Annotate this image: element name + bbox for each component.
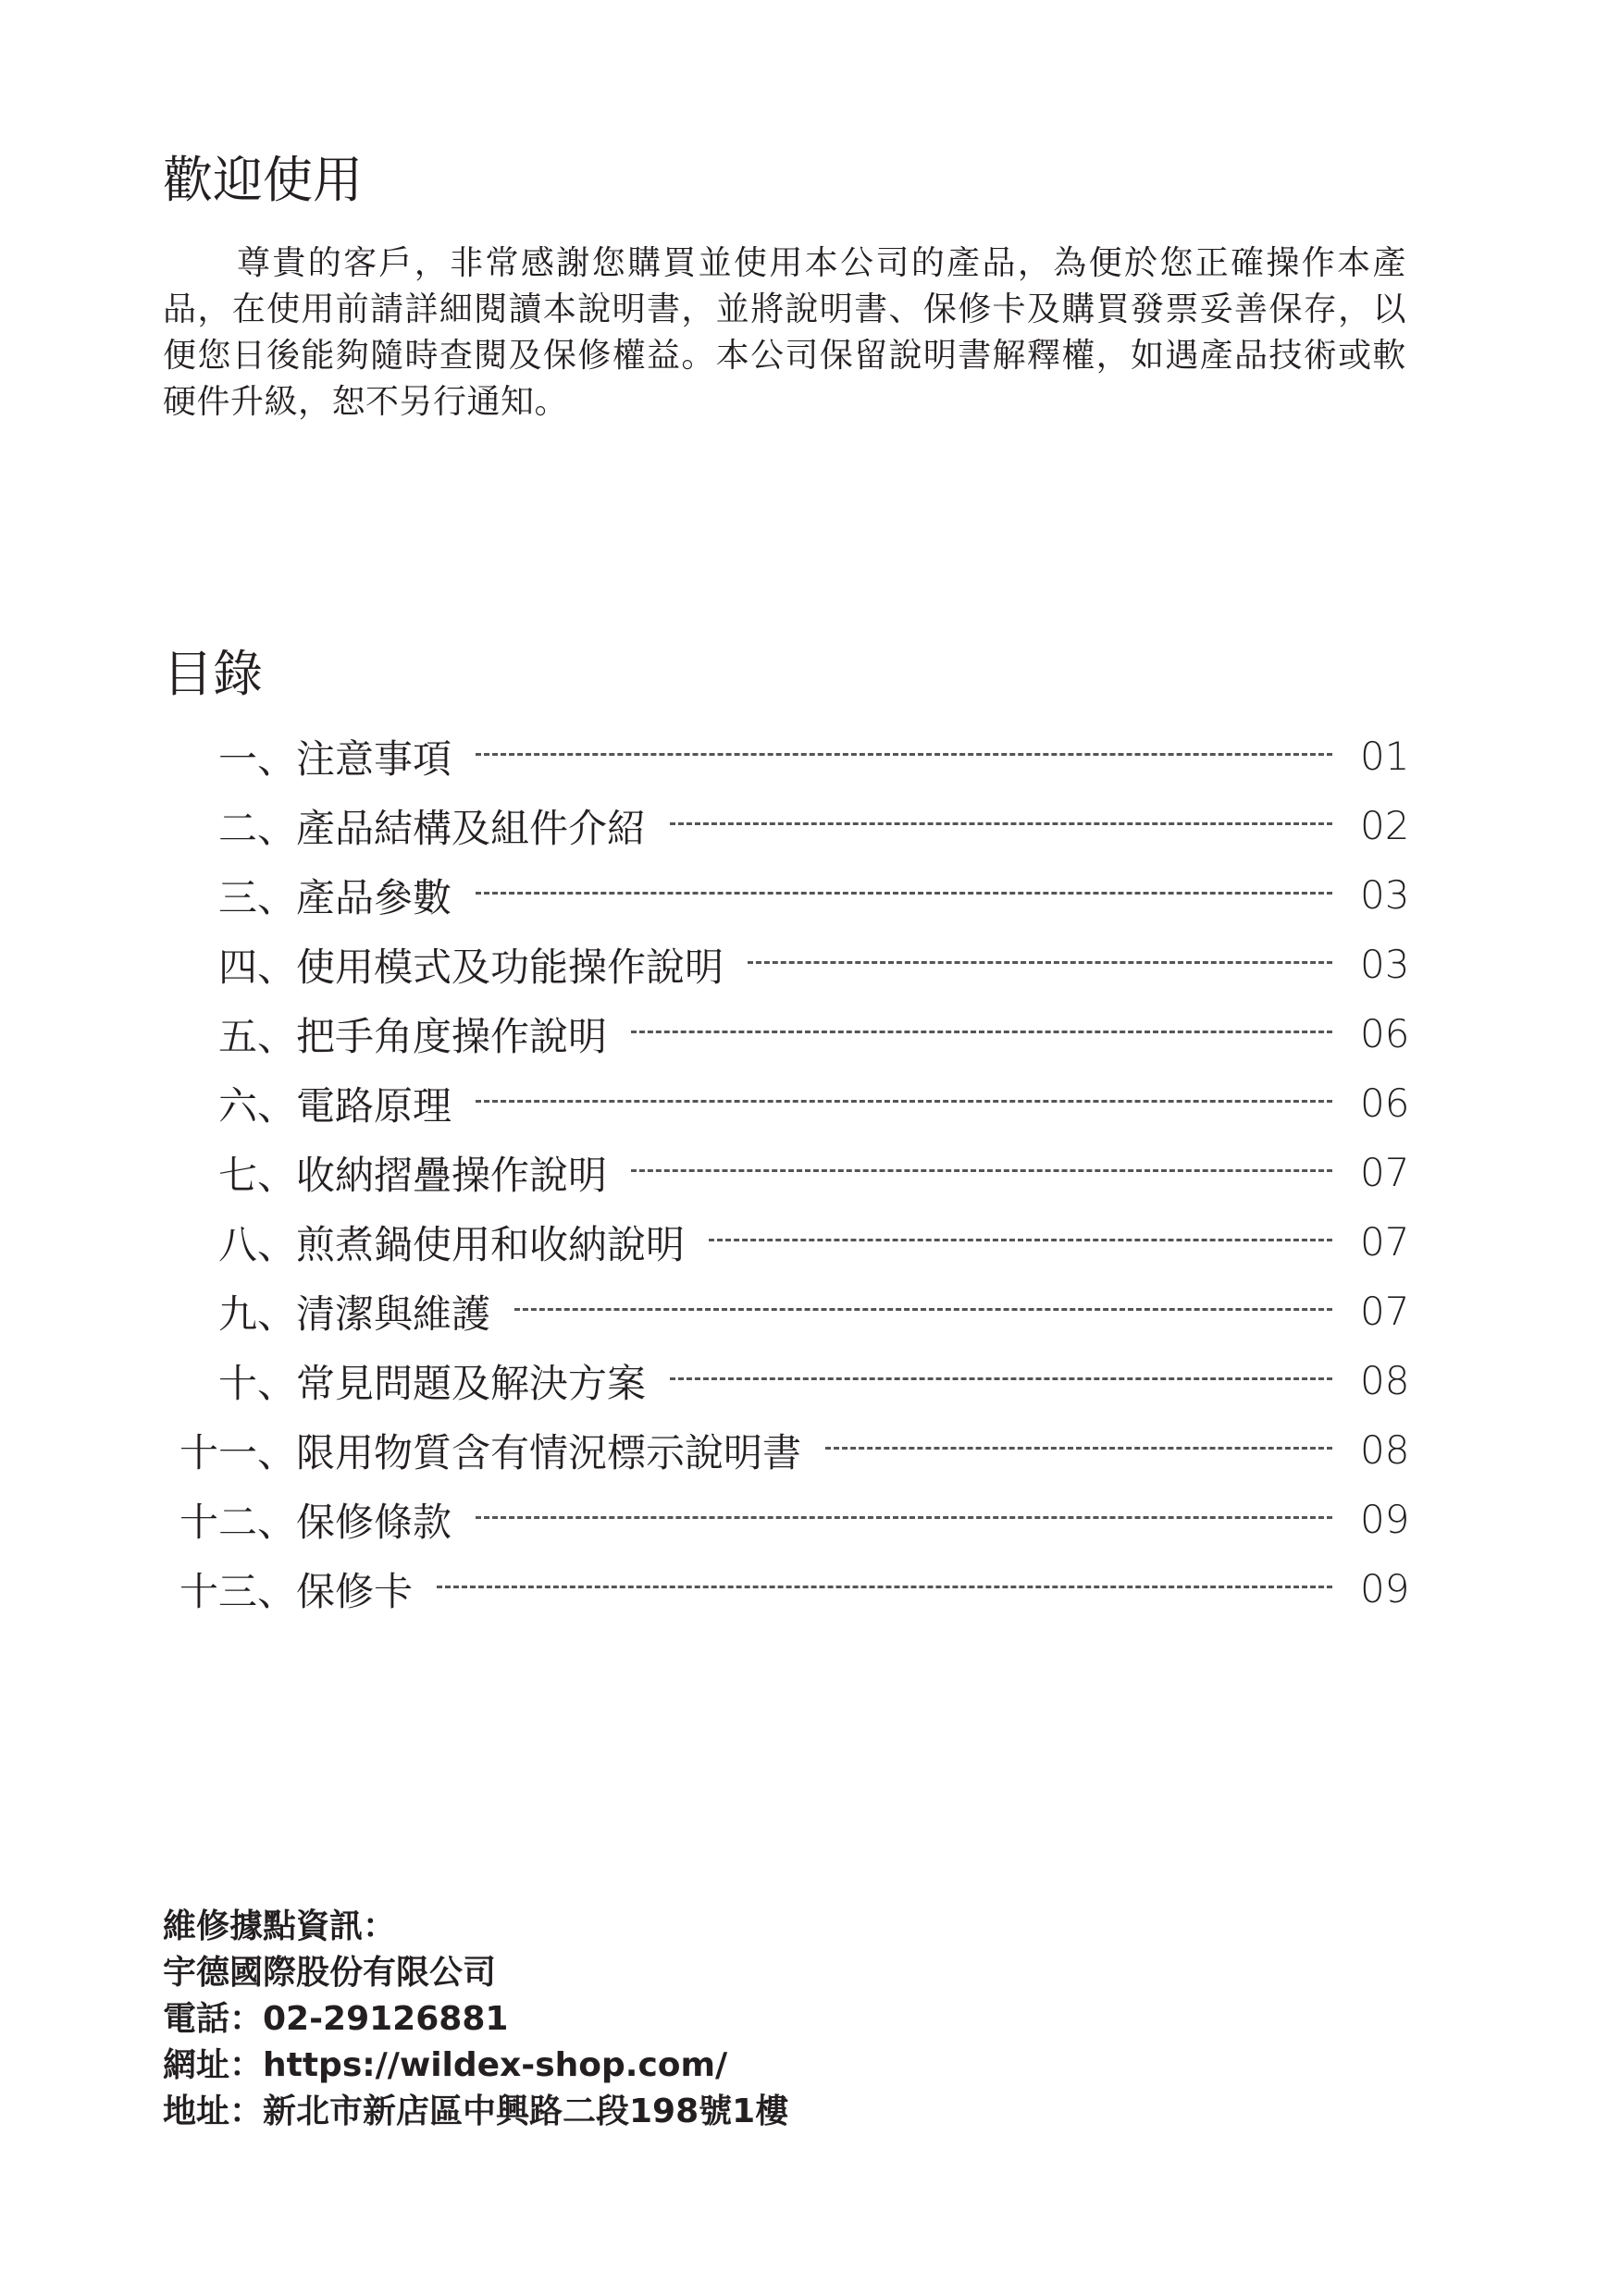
toc-entry-title: 使用模式及功能操作說明 — [296, 944, 724, 990]
welcome-paragraph: 尊貴的客戶，非常感謝您購買並使用本公司的產品，為便於您正確操作本產品，在使用前請詳細閱讀本說明書，並將說明書、保修卡及購買發票妥善保存，以便您日後能夠隨時查閱及保修權益。本公司保留說明書解釋權，如遇產品技術或軟硬件升級，恕不另行通知。 — [163, 244, 1406, 421]
toc-entry-title: 限用物質含有情況標示說明書 — [296, 1429, 802, 1475]
dotted-leader — [476, 1516, 1332, 1519]
toc-entry-title: 注意事項 — [296, 735, 452, 782]
toc-entry-page: 03 — [1360, 872, 1410, 918]
service-heading: 維修據點資訊： — [163, 1907, 397, 1945]
toc-entry-number: 七、 — [217, 1152, 296, 1198]
toc-entry — [163, 999, 1410, 1068]
toc-entry — [163, 722, 1410, 791]
dotted-leader — [437, 1586, 1332, 1588]
dotted-leader — [631, 1169, 1332, 1172]
toc-entry — [163, 1415, 1410, 1485]
toc-entry-title: 煎煮鍋使用和收納說明 — [296, 1221, 686, 1267]
dotted-leader — [514, 1308, 1332, 1311]
toc-entry — [163, 860, 1410, 930]
dotted-leader — [825, 1447, 1332, 1450]
toc-entry-title: 產品結構及組件介紹 — [296, 805, 647, 851]
welcome-heading: 歡迎使用 — [163, 151, 363, 209]
toc-entry-number: 十三、 — [179, 1568, 296, 1614]
toc-entry — [163, 1485, 1410, 1554]
toc-entry-number: 八、 — [217, 1221, 296, 1267]
toc-entry — [163, 1554, 1410, 1623]
toc-entry-page: 01 — [1360, 734, 1410, 779]
dotted-leader — [476, 1100, 1332, 1103]
toc-entry-page: 08 — [1360, 1427, 1410, 1473]
toc-entry-title: 保修條款 — [296, 1499, 452, 1545]
toc-entry-title: 清潔與維護 — [296, 1290, 491, 1337]
toc-heading: 目錄 — [163, 645, 263, 703]
toc-entry-page: 08 — [1360, 1358, 1410, 1403]
toc-entry-page: 03 — [1360, 942, 1410, 987]
toc-entry-title: 保修卡 — [296, 1568, 414, 1614]
dotted-leader — [631, 1031, 1332, 1033]
toc-entry-page: 09 — [1360, 1497, 1410, 1542]
toc-entry-number: 三、 — [217, 874, 296, 920]
toc-entry — [163, 930, 1410, 999]
toc-entry-number: 九、 — [217, 1290, 296, 1337]
toc-entry-title: 把手角度操作說明 — [296, 1013, 608, 1059]
company-name: 宇德國際股份有限公司 — [163, 1954, 497, 1992]
toc-entry-title: 電路原理 — [296, 1082, 452, 1129]
toc-entry-number: 五、 — [217, 1013, 296, 1059]
toc-entry — [163, 1277, 1410, 1346]
toc-entry-number: 六、 — [217, 1082, 296, 1129]
toc-entry-number: 十一、 — [179, 1429, 296, 1475]
toc-entry-number: 一、 — [217, 735, 296, 782]
toc-entry-number: 四、 — [217, 944, 296, 990]
service-info — [163, 1904, 788, 2135]
dotted-leader — [670, 822, 1332, 825]
toc-entry-title: 產品參數 — [296, 874, 452, 920]
toc-entry-page: 06 — [1360, 1080, 1410, 1126]
toc-entry-page: 07 — [1360, 1219, 1410, 1265]
toc-entry — [163, 1068, 1410, 1138]
toc-entry — [163, 1138, 1410, 1207]
toc-entry — [163, 1346, 1410, 1415]
phone-number: 電話：02-29126881 — [163, 2000, 509, 2038]
toc-entry — [163, 791, 1410, 860]
toc-entry-page: 07 — [1360, 1150, 1410, 1195]
dotted-leader — [476, 753, 1332, 756]
toc-entry-page: 07 — [1360, 1289, 1410, 1334]
toc-entry-number: 十二、 — [179, 1499, 296, 1545]
toc-entry-page: 06 — [1360, 1011, 1410, 1056]
toc-entry-page: 09 — [1360, 1566, 1410, 1611]
toc-entry-page: 02 — [1360, 803, 1410, 848]
toc-entry-number: 二、 — [217, 805, 296, 851]
dotted-leader — [748, 961, 1332, 964]
dotted-leader — [709, 1239, 1332, 1241]
toc-entry-number: 十、 — [217, 1360, 296, 1406]
toc-entry-title: 收納摺疊操作說明 — [296, 1152, 608, 1198]
toc-entry — [163, 1207, 1410, 1277]
toc-entry-title: 常見問題及解決方案 — [296, 1360, 647, 1406]
dotted-leader — [670, 1377, 1332, 1380]
dotted-leader — [476, 892, 1332, 895]
table-of-contents — [163, 722, 1410, 1623]
address: 地址：新北市新店區中興路二段198號1樓 — [163, 2092, 789, 2130]
website-link[interactable]: 網址：https://wildex-shop.com/ — [163, 2046, 728, 2084]
